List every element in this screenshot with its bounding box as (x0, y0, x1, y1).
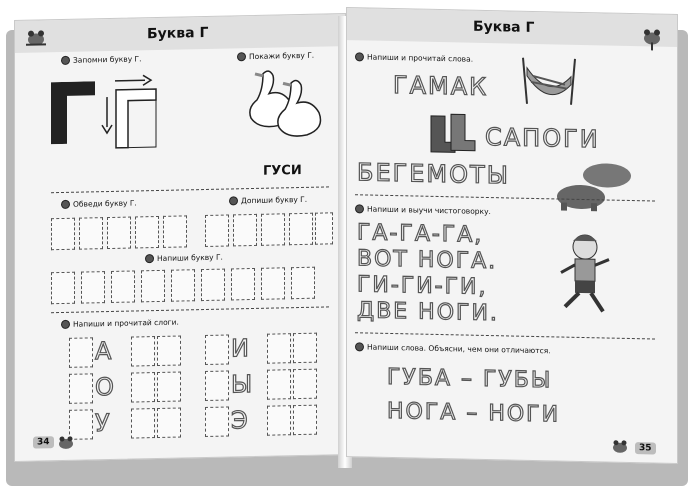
write-box[interactable] (201, 269, 225, 302)
syllable-vowel: Э (231, 406, 250, 435)
left-page (14, 13, 346, 462)
syllable-box[interactable] (267, 369, 291, 400)
syllable-box[interactable] (267, 405, 291, 436)
divider (51, 306, 329, 313)
twister-line: ГА-ГА-ГА, (357, 220, 484, 248)
task-label: Запомни букву Г. (73, 54, 142, 65)
bullet-icon (61, 56, 70, 65)
syllable-box[interactable] (157, 336, 181, 367)
divider (355, 332, 655, 339)
boy-icon (557, 230, 613, 315)
syllable-box[interactable] (293, 405, 317, 436)
task-write-words (355, 52, 473, 63)
bullet-icon (229, 196, 238, 205)
syllable-box[interactable] (131, 408, 155, 439)
task-label: Допиши букву Г. (241, 194, 308, 206)
arrow-right-icon (113, 72, 153, 89)
task-label: Покажи букву Г. (249, 50, 315, 62)
syllable-box[interactable] (157, 372, 181, 403)
task-label: Напиши и выучи чистоговорку. (367, 204, 491, 217)
page-title: Буква Г (473, 18, 535, 36)
word-pair: ГУБА – ГУБЫ (387, 364, 553, 394)
complete-box[interactable] (233, 214, 257, 247)
syllable-vowel: И (231, 334, 251, 363)
write-box[interactable] (141, 270, 165, 303)
syllable-box[interactable] (267, 333, 291, 364)
write-box[interactable] (81, 271, 105, 304)
word-gamak: ГАМАК (393, 71, 489, 102)
trace-box[interactable] (79, 217, 103, 250)
word-sapogi: САПОГИ (485, 122, 600, 154)
write-box[interactable] (111, 270, 135, 303)
goose-icon (243, 62, 327, 154)
arrow-down-icon (101, 95, 113, 135)
syllable-g-box[interactable] (69, 373, 93, 404)
word-begemoty: БЕГЕМОТЫ (357, 158, 510, 190)
bullet-icon (355, 342, 364, 351)
bullet-icon (61, 320, 70, 329)
task-label: Напиши и прочитай слова. (367, 52, 474, 64)
syllable-vowel: Ы (231, 369, 255, 399)
trace-box[interactable] (107, 217, 131, 250)
task-difference (355, 342, 551, 355)
bullet-icon (355, 52, 364, 61)
bug-icon (55, 434, 77, 456)
task-label: Напиши и прочитай слоги. (73, 317, 179, 329)
complete-box[interactable] (289, 213, 313, 246)
task-tongue-twister (355, 204, 491, 216)
task-label: Обведи букву Г. (73, 198, 137, 209)
hippo-icon (547, 152, 637, 214)
bug-icon (639, 24, 665, 55)
twister-line: ВОТ НОГА. (357, 246, 498, 275)
trace-box[interactable] (51, 218, 75, 251)
complete-box[interactable] (315, 212, 333, 244)
syllable-g-box[interactable] (205, 334, 229, 365)
word-geese: ГУСИ (263, 162, 302, 179)
write-box[interactable] (51, 272, 75, 305)
syllable-box[interactable] (131, 372, 155, 403)
syllable-vowel: У (95, 408, 112, 438)
trace-box[interactable] (135, 216, 159, 249)
syllable-g-box[interactable] (205, 370, 229, 401)
syllable-g-box[interactable] (69, 337, 93, 368)
write-box[interactable] (171, 269, 195, 302)
syllable-vowel: А (95, 336, 114, 366)
syllable-g-box[interactable] (205, 406, 229, 437)
bug-icon (23, 26, 49, 53)
syllable-box[interactable] (293, 369, 317, 400)
syllable-box[interactable] (131, 336, 155, 367)
word-pair: НОГА – НОГИ (387, 398, 561, 428)
task-complete (229, 195, 307, 206)
twister-line: ДВЕ НОГИ. (357, 298, 499, 327)
letter-g-solid (51, 81, 95, 144)
syllable-box[interactable] (157, 408, 181, 439)
task-trace (61, 198, 137, 209)
task-write (145, 253, 223, 264)
right-page (346, 7, 678, 464)
bullet-icon (237, 52, 246, 61)
trace-box[interactable] (163, 215, 187, 248)
bullet-icon (61, 200, 70, 209)
page-title: Буква Г (147, 24, 209, 43)
bug-icon (609, 438, 631, 460)
divider (51, 186, 329, 193)
syllable-box[interactable] (293, 333, 317, 364)
task-remember (61, 54, 142, 65)
write-box[interactable] (261, 267, 285, 300)
boots-icon (427, 112, 477, 157)
complete-box[interactable] (261, 213, 285, 246)
bullet-icon (355, 204, 364, 213)
letter-g-outline (115, 88, 157, 149)
task-show (237, 51, 314, 62)
hammock-icon (517, 54, 583, 107)
task-label: Напиши букву Г. (157, 252, 223, 264)
syllable-vowel: О (95, 372, 116, 402)
bullet-icon (145, 254, 154, 263)
task-syllables (61, 318, 179, 329)
page-number: 34 (33, 436, 54, 448)
page-number: 35 (635, 442, 656, 454)
task-label: Напиши слова. Объясни, чем они отличаются. (367, 342, 551, 356)
write-box[interactable] (231, 268, 255, 301)
complete-box[interactable] (205, 214, 229, 247)
write-box[interactable] (291, 267, 315, 300)
twister-line: ГИ-ГИ-ГИ, (357, 272, 488, 301)
